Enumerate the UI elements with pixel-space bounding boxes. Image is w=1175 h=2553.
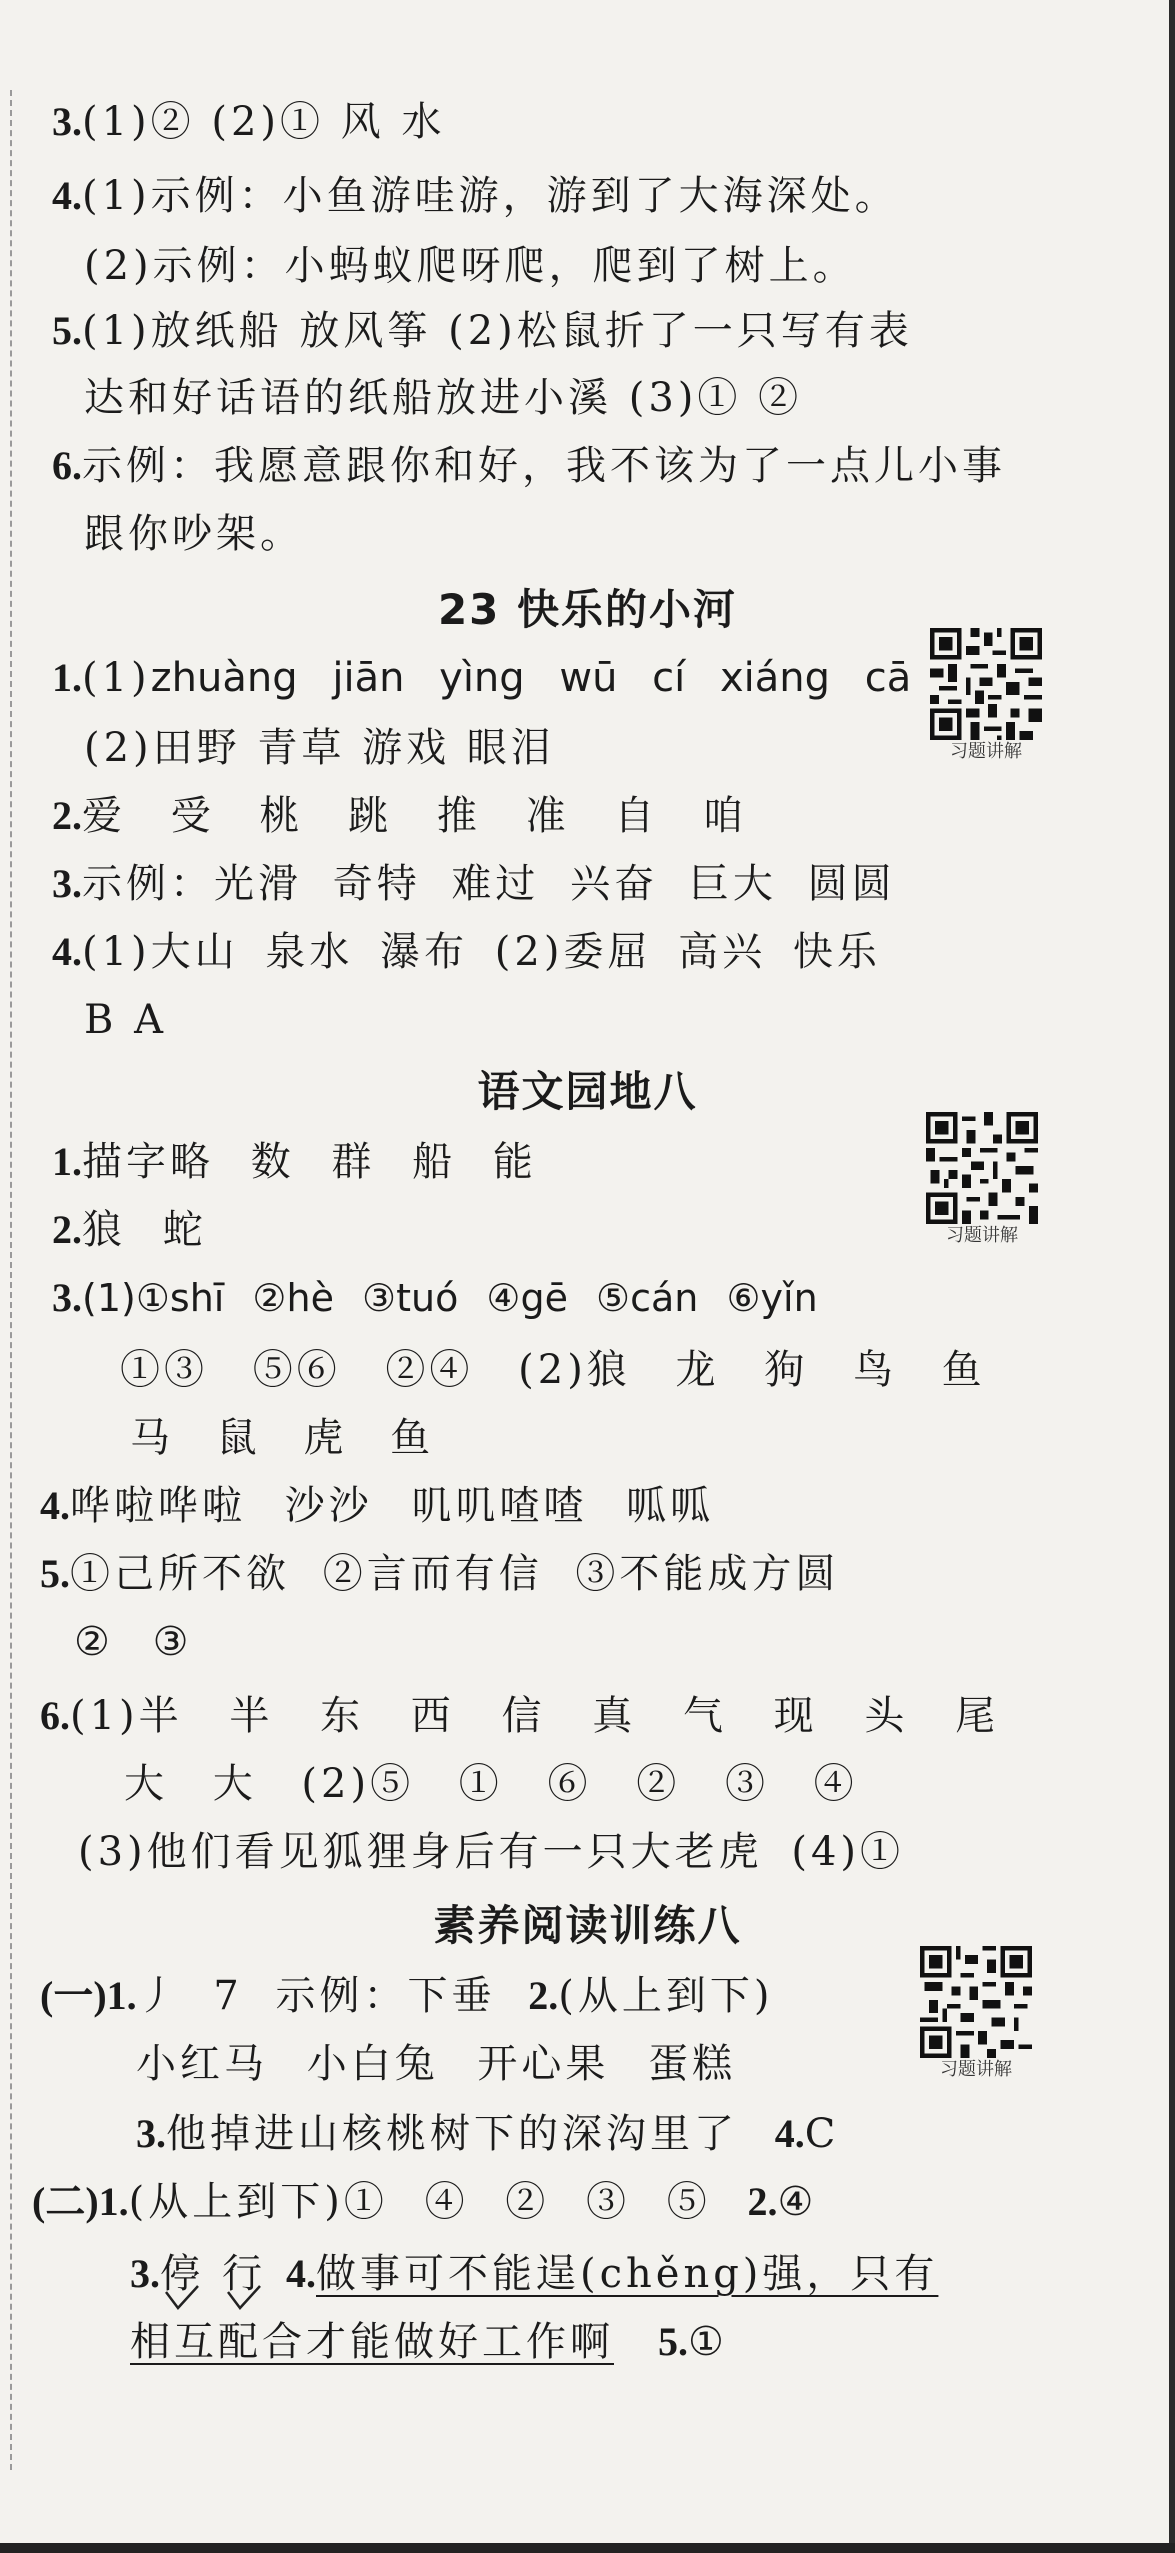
answer-line: 3.示例：光滑 奇特 难过 兴奋 巨大 圆圆 — [52, 861, 896, 907]
answer-line: 4.哗啦哗啦 沙沙 叽叽喳喳 呱呱 — [40, 1483, 715, 1529]
qr-code-icon — [930, 628, 1042, 740]
answer-line: 达和好话语的纸船放进小溪 (3)① ② — [84, 375, 803, 421]
answer-line: (3)他们看见狐狸身后有一只大老虎 (4)① — [78, 1829, 905, 1875]
checked-char: 停 — [160, 2248, 204, 2300]
answer-line: 1.描字略 数 群 船 能 — [52, 1139, 537, 1185]
answer-line: 3.(1)①shī ②hè ③tuó ④gē ⑤cán ⑥yǐn — [52, 1275, 818, 1320]
answer-line: 1.(1)zhuàng jiān yìng wū cí xiáng cā — [52, 655, 912, 701]
section-heading: 23 快乐的小河 — [437, 585, 738, 634]
answer-line: 相互配合才能做好工作啊 5.① — [130, 2319, 728, 2365]
section-heading: 语文园地八 — [477, 1067, 698, 1116]
section-heading: 素养阅读训练八 — [433, 1901, 742, 1950]
answer-line: (2)田野 青草 游戏 眼泪 — [84, 725, 555, 771]
answer-line: 3.(1)② (2)① 风 水 — [52, 99, 446, 145]
answer-line: 4.(1)示例：小鱼游哇游，游到了大海深处。 — [52, 173, 899, 219]
answer-line: 3.他掉进山核桃树下的深沟里了 4.C — [136, 2111, 840, 2157]
qr-code[interactable] — [920, 1946, 1032, 2082]
answer-line: 2.狼 蛇 — [52, 1207, 207, 1253]
underlined-answer: 做事可不能逞(chěng)强，只有 — [316, 2251, 939, 2297]
page-edge-bottom — [0, 2543, 1175, 2553]
answer-line: ①③ ⑤⑥ ②④ (2)狼 龙 狗 鸟 鱼 — [120, 1347, 986, 1393]
answer-line: 4.(1)大山 泉水 瀑布 (2)委屈 高兴 快乐 — [52, 929, 881, 975]
answer-line: ② ③ — [74, 1619, 193, 1665]
answer-line: 6.(1)半 半 东 西 信 真 气 现 头 尾 — [40, 1693, 1000, 1739]
answer-line: 6.示例：我愿意跟你和好，我不该为了一点儿小事 — [52, 443, 1006, 489]
check-mark-icon — [226, 2284, 262, 2310]
answer-line: (2)示例：小蚂蚁爬呀爬，爬到了树上。 — [84, 243, 857, 289]
answer-line: 跟你吵架。 — [84, 511, 304, 557]
page-edge-right — [1169, 0, 1175, 2553]
qr-caption: 习题讲解 — [940, 2059, 1012, 2080]
qr-code-icon — [920, 1946, 1032, 2058]
answer-line: (一)1.丿 7 示例：下垂 2.(从上到下) — [40, 1973, 774, 2019]
pinyin-answers: zhuàng jiān yìng wū cí xiáng cā — [150, 655, 912, 701]
qr-caption: 习题讲解 — [950, 741, 1022, 762]
answer-line: 大 大 (2)⑤ ① ⑥ ② ③ ④ — [124, 1761, 858, 1807]
qr-code[interactable] — [930, 628, 1042, 764]
checked-char: 行 — [222, 2248, 266, 2300]
answer-line: 小红马 小白兔 开心果 蛋糕 — [136, 2041, 737, 2087]
answer-line: 2.爱 受 桃 跳 推 准 自 咱 — [52, 793, 748, 839]
qr-code[interactable] — [926, 1112, 1038, 1248]
qr-caption: 习题讲解 — [946, 1225, 1018, 1246]
underlined-answer: 相互配合才能做好工作啊 — [130, 2319, 614, 2365]
answer-line: 3.停 行 4.做事可不能逞(chěng)强，只有 — [130, 2248, 938, 2300]
answer-line: 5.(1)放纸船 放风筝 (2)松鼠折了一只写有表 — [52, 308, 913, 354]
answer-line: B A — [84, 997, 167, 1043]
answer-line: 5.①己所不欲 ②言而有信 ③不能成方圆 — [40, 1551, 840, 1597]
binding-dashed-line — [10, 90, 12, 2470]
answer-line: 马 鼠 虎 鱼 — [130, 1415, 435, 1461]
qr-code-icon — [926, 1112, 1038, 1224]
answer-line: (二)1.(从上到下)① ④ ② ③ ⑤ 2.④ — [32, 2179, 818, 2225]
check-mark-icon — [164, 2284, 200, 2310]
